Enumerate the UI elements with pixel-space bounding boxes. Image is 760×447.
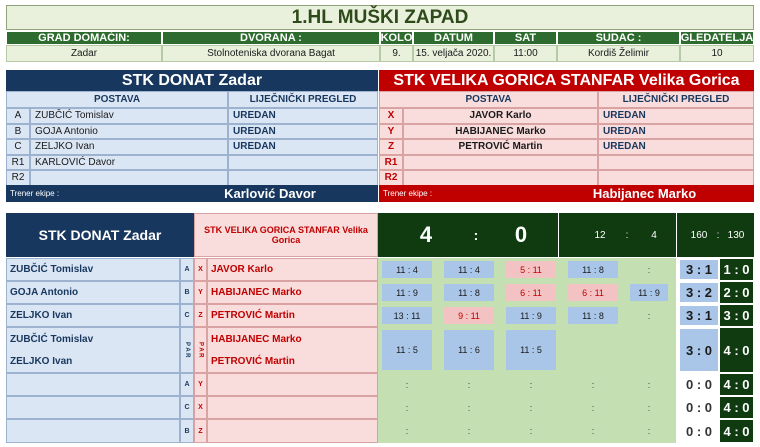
meta-value: Stolnoteniska dvorana Bagat	[162, 45, 380, 62]
game-score: 11 : 8	[444, 284, 494, 301]
game-score: :	[591, 379, 595, 390]
medical-status: UREDAN	[598, 108, 754, 124]
points-total-away: 130	[727, 229, 745, 241]
medical-status: UREDAN	[598, 124, 754, 140]
game-score: 11 : 8	[568, 307, 618, 324]
away-slot-letter: Z	[194, 419, 207, 443]
coach-name: Karlović Davor	[162, 185, 378, 202]
medical-status: UREDAN	[598, 139, 754, 155]
player-name	[30, 170, 228, 186]
game-score: :	[467, 402, 471, 413]
meta-header: DATUM	[413, 31, 494, 45]
game-score: 11 : 6	[444, 330, 494, 370]
league-title: 1.HL MUŠKI ZAPAD	[6, 5, 754, 30]
game-score: 6 : 11	[506, 284, 556, 301]
home-player-name: ZUBČIĆ Tomislav	[10, 333, 94, 345]
player-name: GOJA Antonio	[30, 124, 228, 140]
game-score: :	[647, 402, 651, 413]
medical-status	[228, 170, 378, 186]
game-score: :	[529, 426, 533, 436]
meta-value: Zadar	[6, 45, 162, 62]
game-score	[630, 330, 668, 370]
points-separator: :	[716, 229, 720, 241]
home-slot-letter: P A R	[180, 327, 194, 373]
player-slot-letter: X	[379, 108, 403, 124]
home-player-name: GOJA Antonio	[10, 287, 79, 298]
away-player-name: JAVOR Karlo	[211, 264, 274, 275]
game-score: 11 : 9	[630, 284, 668, 301]
sets-total-away: 4	[651, 229, 657, 241]
away-slot-letter: Z	[194, 304, 207, 327]
running-match-score: 4 : 0	[719, 327, 754, 373]
game-score: :	[467, 379, 471, 390]
home-slot-letter: B	[180, 419, 194, 443]
away-player-name: PETROVIĆ Martin	[211, 310, 295, 321]
game-score: 11 : 5	[382, 330, 432, 370]
game-score: 11 : 4	[382, 261, 432, 278]
player-slot-letter: B	[6, 124, 30, 140]
player-name: ZUBČIĆ Tomislav	[30, 108, 228, 124]
coach-label: Trener ekipe :	[6, 185, 162, 202]
home-team-title: STK DONAT Zadar	[6, 70, 378, 91]
game-score: 11 : 9	[506, 307, 556, 324]
medical-status	[598, 170, 754, 186]
divider	[676, 213, 677, 257]
home-player-name: ZELJKO Ivan	[10, 355, 73, 367]
running-match-score: 4 : 0	[719, 396, 754, 419]
meta-header: GLEDATELJA	[680, 32, 754, 44]
sets-separator: :	[625, 229, 629, 241]
game-score: :	[529, 402, 533, 413]
player-name: JAVOR Karlo	[403, 108, 598, 124]
game-score: 11 : 8	[568, 261, 618, 278]
away-player-name: PETROVIĆ Martin	[211, 355, 295, 367]
away-slot-letter: Y	[194, 373, 207, 396]
player-name	[403, 155, 598, 171]
game-score: :	[647, 310, 651, 321]
coach-name: Habijanec Marko	[535, 185, 754, 202]
set-result: 0 : 0	[685, 400, 712, 415]
away-team-title: STK VELIKA GORICA STANFAR Velika Gorica	[379, 70, 754, 91]
player-name: PETROVIĆ Martin	[403, 139, 598, 155]
player-slot-letter: R2	[6, 170, 30, 186]
player-slot-letter: R2	[379, 170, 403, 186]
home-slot-letter: C	[180, 396, 194, 419]
meta-header: DVORANA :	[162, 31, 380, 45]
away-player-name	[207, 373, 378, 396]
game-score: :	[591, 402, 595, 413]
game-score: 11 : 4	[444, 261, 494, 278]
set-result: 3 : 2	[680, 283, 718, 302]
team-score-away: 0	[514, 222, 528, 247]
away-player-name: HABIJANEC Marko	[211, 333, 302, 345]
meta-value: 15. veljača 2020.	[413, 45, 494, 62]
away-player-name: HABIJANEC Marko	[211, 287, 302, 298]
home-player-name: ZUBČIĆ Tomislav	[10, 264, 94, 275]
game-score: :	[405, 402, 409, 413]
game-score: 5 : 11	[506, 261, 556, 278]
game-score: 11 : 5	[506, 330, 556, 370]
set-result: 3 : 0	[680, 329, 718, 371]
game-score: 9 : 11	[444, 307, 494, 324]
away-slot-letter: X	[194, 258, 207, 281]
medical-status	[598, 155, 754, 171]
player-slot-letter: Z	[379, 139, 403, 155]
home-slot-letter: A	[180, 373, 194, 396]
running-match-score: 1 : 0	[719, 258, 754, 281]
medical-status	[228, 155, 378, 171]
player-name: ZELJKO Ivan	[30, 139, 228, 155]
set-result: 3 : 1	[680, 306, 718, 325]
running-match-score: 2 : 0	[719, 281, 754, 304]
away-slot-letter: P A R	[194, 327, 207, 373]
home-player-name: ZELJKO Ivan	[10, 310, 73, 321]
home-player-name	[6, 373, 180, 396]
game-score: :	[647, 264, 651, 275]
away-medical-header: LIJEČNIČKI PREGLED	[598, 91, 754, 108]
meta-value: 9.	[380, 45, 413, 62]
medical-status: UREDAN	[228, 108, 378, 124]
team-score-separator: :	[473, 227, 479, 243]
sets-total-home: 12	[594, 229, 606, 241]
game-score: 13 : 11	[382, 307, 432, 324]
coach-label: Trener ekipe :	[379, 185, 535, 202]
running-match-score: 4 : 0	[719, 419, 754, 443]
home-medical-header: LIJEČNIČKI PREGLED	[228, 91, 378, 108]
game-score: :	[405, 426, 409, 436]
player-slot-letter: R1	[6, 155, 30, 171]
player-name: KARLOVIĆ Davor	[30, 155, 228, 171]
home-slot-letter: B	[180, 281, 194, 304]
match-home-team: STK DONAT Zadar	[6, 213, 194, 257]
game-score	[568, 330, 618, 370]
game-score: :	[529, 379, 533, 390]
meta-header: SAT	[494, 31, 557, 45]
points-total-home: 160	[690, 229, 708, 241]
player-slot-letter: Y	[379, 124, 403, 140]
home-slot-letter: C	[180, 304, 194, 327]
away-player-name	[207, 419, 378, 443]
medical-status: UREDAN	[228, 124, 378, 140]
player-name: HABIJANEC Marko	[403, 124, 598, 140]
away-postava-header: POSTAVA	[379, 91, 598, 108]
meta-header: GRAD DOMAĆIN:	[6, 31, 162, 45]
player-slot-letter: C	[6, 139, 30, 155]
running-match-score: 3 : 0	[719, 304, 754, 327]
match-away-team: STK VELIKA GORICA STANFAR Velika Gorica	[194, 213, 378, 257]
game-score: 6 : 11	[568, 284, 618, 301]
home-player-name	[6, 396, 180, 419]
game-score: :	[467, 426, 471, 436]
game-score: :	[405, 379, 409, 390]
home-postava-header: POSTAVA	[6, 91, 228, 108]
player-slot-letter: A	[6, 108, 30, 124]
player-slot-letter: R1	[379, 155, 403, 171]
team-score-home: 4	[419, 222, 433, 247]
away-slot-letter: Y	[194, 281, 207, 304]
set-result: 0 : 0	[685, 423, 712, 439]
meta-header: KOLO	[380, 32, 413, 44]
medical-status: UREDAN	[228, 139, 378, 155]
divider	[558, 213, 559, 257]
home-player-name	[6, 419, 180, 443]
meta-value: 10	[680, 45, 754, 62]
set-result: 3 : 1	[680, 260, 718, 279]
meta-header: SUDAC :	[557, 31, 680, 45]
player-name	[403, 170, 598, 186]
running-match-score: 4 : 0	[719, 373, 754, 396]
meta-value: Kordiš Želimir	[557, 45, 680, 62]
game-score: :	[647, 379, 651, 390]
game-score: :	[647, 426, 651, 436]
set-result: 0 : 0	[685, 377, 712, 392]
home-slot-letter: A	[180, 258, 194, 281]
away-slot-letter: X	[194, 396, 207, 419]
game-score: 11 : 9	[382, 284, 432, 301]
game-score: :	[591, 426, 595, 436]
meta-value: 11:00	[494, 45, 557, 62]
away-player-name	[207, 396, 378, 419]
